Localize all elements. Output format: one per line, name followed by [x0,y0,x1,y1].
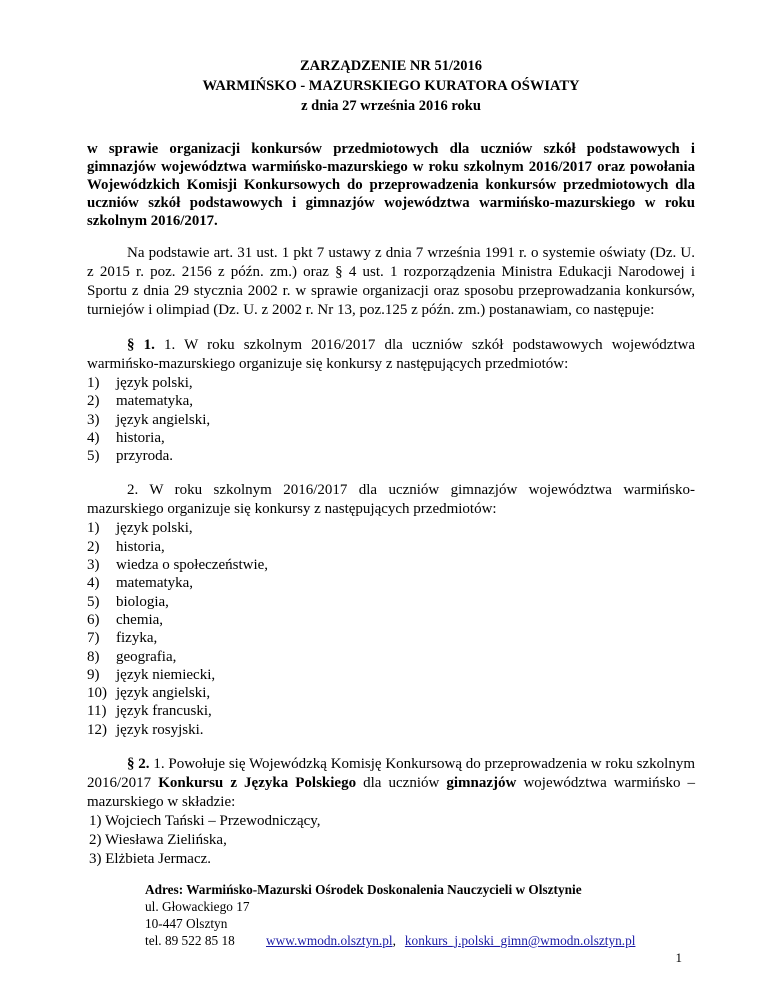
list-item-label: chemia, [116,611,164,628]
list-item-number: 12) [87,721,107,738]
list-item-number: 3) [87,557,100,574]
list-item [87,519,695,537]
committee-member: 1) Wojciech Tański – Przewodniczący, [89,813,321,830]
link-separator: , [392,933,396,949]
website-link[interactable]: www.wmodn.olsztyn.pl [266,933,393,949]
list-item-label: matematyka, [116,393,194,410]
section-2-text-a: 1. Powołuje się Wojewódzką Komisję Konkursową do przeprowadzenia w roku szkolnym 2016/2017 [87,756,696,792]
list-item [87,593,695,611]
list-item-number: 11) [87,703,107,720]
list-item-number: 9) [87,666,100,683]
title-line-date: z dnia 27 września 2016 roku [301,98,481,114]
gymnasium-subjects-list [87,519,695,739]
list-item-number: 2) [87,393,100,410]
list-item [87,648,695,666]
title-line-order-number: ZARZĄDZENIE NR 51/2016 [299,58,483,74]
list-item [87,702,695,720]
list-item-label: język polski, [116,520,193,537]
document-title [87,56,695,116]
address-city: 10-447 Olsztyn [145,916,228,932]
list-item-label: historia, [116,538,165,555]
list-item-label: przyroda. [116,448,174,465]
list-item-number: 3) [87,411,100,428]
list-item [87,392,695,410]
subject-paragraph: w sprawie organizacji konkursów przedmiotowych dla uczniów szkół podstawowych i gimnazjów województwa warmińsko-mazurskiego w roku szkolnym 2016/2017 oraz powołania Wojewódzkich Komisji Konkursowych do przeprowadzenia konkursów przedmiotowych dla uczniów szkół podstawowych i gimnazjów województwa warmińsko-mazurskiego w roku szkolnym 2016/2017. [87,141,695,229]
address-phone: tel. 89 522 85 18 [145,933,235,949]
list-item-number: 6) [87,611,100,628]
list-item [87,611,695,629]
section-2-text-c: województwa warmińsko – mazurskiego w składzie: [87,775,696,811]
list-item [87,429,695,447]
list-item [87,447,695,465]
list-item-label: historia, [116,429,165,446]
list-item [87,574,695,592]
list-item-number: 2) [87,538,100,555]
section-2-mark: § 2. [127,756,150,773]
list-item [87,666,695,684]
page-number: 1 [675,950,682,965]
list-item-label: język angielski, [116,685,211,702]
list-item [87,721,695,739]
title-line-authority: WARMIŃSKO - MAZURSKIEGO KURATORA OŚWIATY [202,78,580,94]
section-1-paragraph [87,336,695,374]
committee-member: 2) Wiesława Zielińska, [89,832,227,849]
email-link[interactable]: konkurs_j.polski_gimn@wmodn.olsztyn.pl [404,933,636,949]
list-item-number: 5) [87,448,100,465]
list-item-number: 5) [87,593,100,610]
address-block [145,881,695,949]
list-item-label: biologia, [116,593,169,610]
preamble-paragraph: Na podstawie art. 31 ust. 1 pkt 7 ustawy z dnia 7 września 1991 r. o systemie oświaty (Dz. U. z 2015 r. poz. 2156 z późn. zm.) oraz § 4 ust. 1 rozporządzenia Ministra Edukacji Narodowej i Sportu z dnia 29 stycznia 2002 r. w sprawie organizacji oraz sposobu przeprowadzania konkursów, turniejów i olimpiad (Dz. U. z 2002 r. Nr 13, poz.125 z późn. zm.) postanawiam, co następuje: [87,245,695,318]
list-item-label: język angielski, [116,411,211,428]
address-heading: Adres: Warmińsko-Mazurski Ośrodek Doskonalenia Nauczycieli w Olsztynie [145,882,582,898]
list-item-number: 1) [87,520,100,537]
list-item-number: 1) [87,375,100,391]
list-item [87,538,695,556]
section-2-text-b: dla uczniów [356,775,447,792]
list-item [87,684,695,702]
list-item-label: fizyka, [116,630,158,647]
section-1-mark: § 1. [127,337,155,353]
document-page [87,56,695,949]
list-item-number: 4) [87,429,100,446]
committee-member: 3) Elżbieta Jermacz. [89,851,212,868]
section-1-point-2: 2. W roku szkolnym 2016/2017 dla uczniów gimnazjów województwa warmińsko-mazurskiego organizuje się konkursy z następujących przedmiotów: [87,482,695,518]
list-item-number: 7) [87,630,100,647]
list-item-number: 10) [87,685,107,702]
list-item-label: język francuski, [116,703,212,720]
address-street: ul. Głowackiego 17 [145,899,250,915]
section-2-school-type: gimnazjów [446,775,517,792]
list-item-label: geografia, [116,648,177,665]
list-item [87,411,695,429]
list-item [87,556,695,574]
section-2-contest-name: Konkursu z Języka Polskiego [158,775,357,792]
address-contact-line [145,932,695,949]
list-item-label: język rosyjski. [116,721,204,738]
list-item-number: 8) [87,648,100,665]
list-item-label: wiedza o społeczeństwie, [116,557,269,574]
list-item-label: język niemiecki, [116,666,216,683]
list-item-label: język polski, [116,375,193,391]
section-1-text: 1. W roku szkolnym 2016/2017 dla uczniów szkół podstawowych województwa warmińsko-mazurskiego organizuje się konkursy z następujących przedmiotów: [87,337,696,372]
section-2-paragraph [87,755,695,812]
list-item-number: 4) [87,575,100,592]
list-item [87,374,695,392]
primary-school-subjects-list [87,374,695,465]
list-item-label: matematyka, [116,575,194,592]
committee-members [89,812,695,869]
list-item [87,629,695,647]
